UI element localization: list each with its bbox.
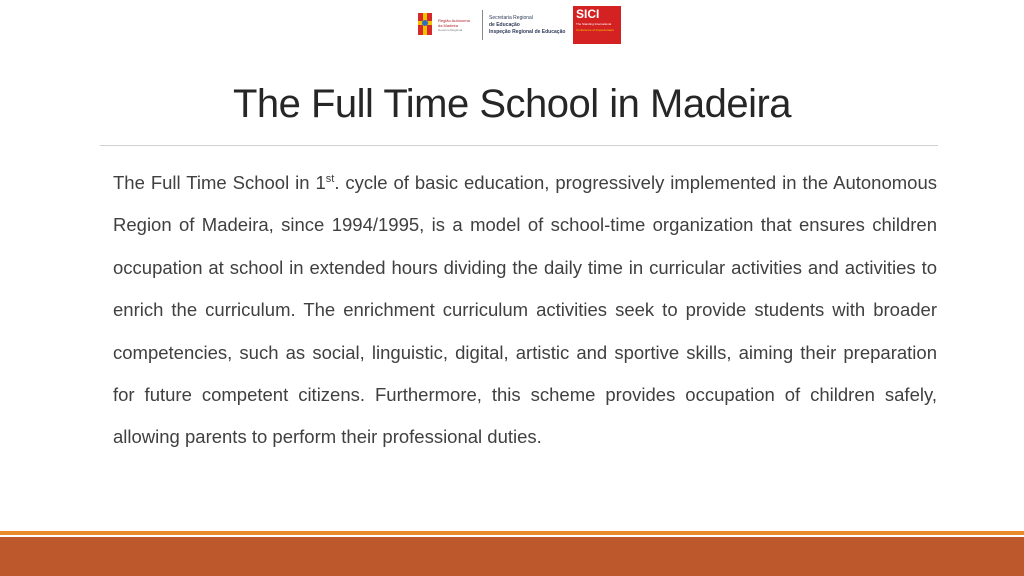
slide-body-paragraph bbox=[113, 162, 937, 459]
logo-divider bbox=[482, 10, 483, 40]
paragraph-part1: The Full Time School in 1 bbox=[113, 172, 326, 193]
secretaria-line1: Secretaria Regional bbox=[489, 14, 533, 21]
footer-bar bbox=[0, 537, 1024, 576]
secretaria-line2: de Educação bbox=[489, 21, 520, 28]
sici-line2: Conference of Inspectorates bbox=[576, 28, 614, 32]
madeira-line3: Governo Regional bbox=[438, 27, 463, 32]
secretaria-line3: Inspeção Regional de Educação bbox=[489, 28, 566, 35]
title-divider bbox=[100, 145, 938, 146]
madeira-logo bbox=[416, 5, 474, 45]
sici-line1: The Standing International bbox=[576, 22, 612, 26]
sici-name: SICI bbox=[576, 7, 600, 21]
paragraph-part2: . cycle of basic education, progressively implemented in the Autonomous Region of Madeira, since 1994/1995, is a model of school-time organization that ensures children occupation at school in extended hours dividing the daily time in curricular activities and activities to enrich the curriculum. The enrichment curriculum activities seek to provide students with broader competencies, such as social, linguistic, digital, artistic and sportive skills, aiming their preparation for future competent citizens. Furthermore, this scheme provides occupation of children safely, allowing parents to perform their professional duties. bbox=[113, 172, 937, 448]
madeira-emblem-icon bbox=[416, 11, 436, 39]
secretaria-logo bbox=[489, 15, 567, 36]
madeira-line1: Região Autónoma bbox=[438, 17, 470, 23]
sici-logo bbox=[573, 6, 621, 44]
footer-accent-line bbox=[0, 531, 1024, 535]
slide-title: The Full Time School in Madeira bbox=[232, 82, 792, 126]
madeira-line2: da Madeira bbox=[438, 22, 459, 28]
paragraph-superscript: st bbox=[325, 172, 335, 185]
header-logos bbox=[416, 4, 621, 46]
